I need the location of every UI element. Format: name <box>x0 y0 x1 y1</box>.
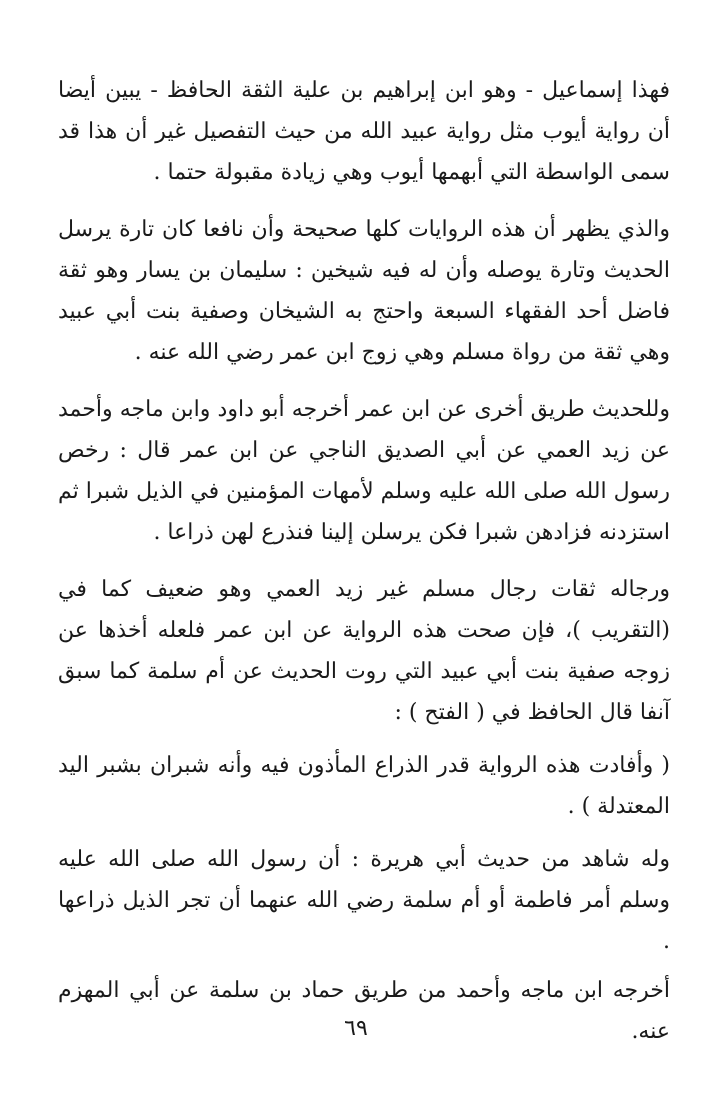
paragraph-1: فهذا إسماعيل - وهو ابن إبراهيم بن علية الثقة الحافظ - يبين أيضا أن رواية أيوب مثل رواية عبيد الله من حيث التفصيل غير أن هذا قد سمى الواسطة التي أبهمها أيوب وهي زيادة مقبولة حتما . <box>58 78 670 185</box>
paragraph-7: أخرجه ابن ماجه وأحمد من طريق حماد بن سلمة عن أبي المهزم عنه. <box>58 978 670 1044</box>
paragraph-6: وله شاهد من حديث أبي هريرة : أن رسول الله صلى الله عليه وسلم أمر فاطمة أو أم سلمة رضي الله عنهما أن تجر الذيل ذراعها . <box>58 847 670 954</box>
page-number: ٦٩ <box>344 1016 368 1041</box>
paragraph-3: وللحديث طريق أخرى عن ابن عمر أخرجه أبو داود وابن ماجه وأحمد عن زيد العمي عن أبي الصديق الناجي عن ابن عمر قال : رخص رسول الله صلى الله عليه وسلم لأمهات المؤمنين في الذيل شبرا ثم استزدنه فزادهن شبرا فكن يرسلن إلينا فنذرع لهن ذراعا . <box>58 397 670 545</box>
paragraph-4: ورجاله ثقات رجال مسلم غير زيد العمي وهو ضعيف كما في (التقريب )، فإن صحت هذه الرواية عن ابن عمر فلعله أخذها عن زوجه صفية بنت أبي عبيد التي روت الحديث عن أم سلمة كما سبق آنفا قال الحافظ في ( الفتح ) : <box>58 577 670 725</box>
document-page <box>58 70 670 1070</box>
paragraph-2: والذي يظهر أن هذه الروايات كلها صحيحة وأن نافعا كان تارة يرسل الحديث وتارة يوصله وأن له فيه شيخين : سليمان بن يسار وهو ثقة فاضل أحد الفقهاء السبعة واحتج به الشيخان وصفية بنت أبي عبيد وهي ثقة من رواة مسلم وهي زوج ابن عمر رضي الله عنه . <box>58 217 670 365</box>
paragraph-5: ( وأفادت هذه الرواية قدر الذراع المأذون فيه وأنه شبران بشبر اليد المعتدلة ) . <box>58 753 670 819</box>
